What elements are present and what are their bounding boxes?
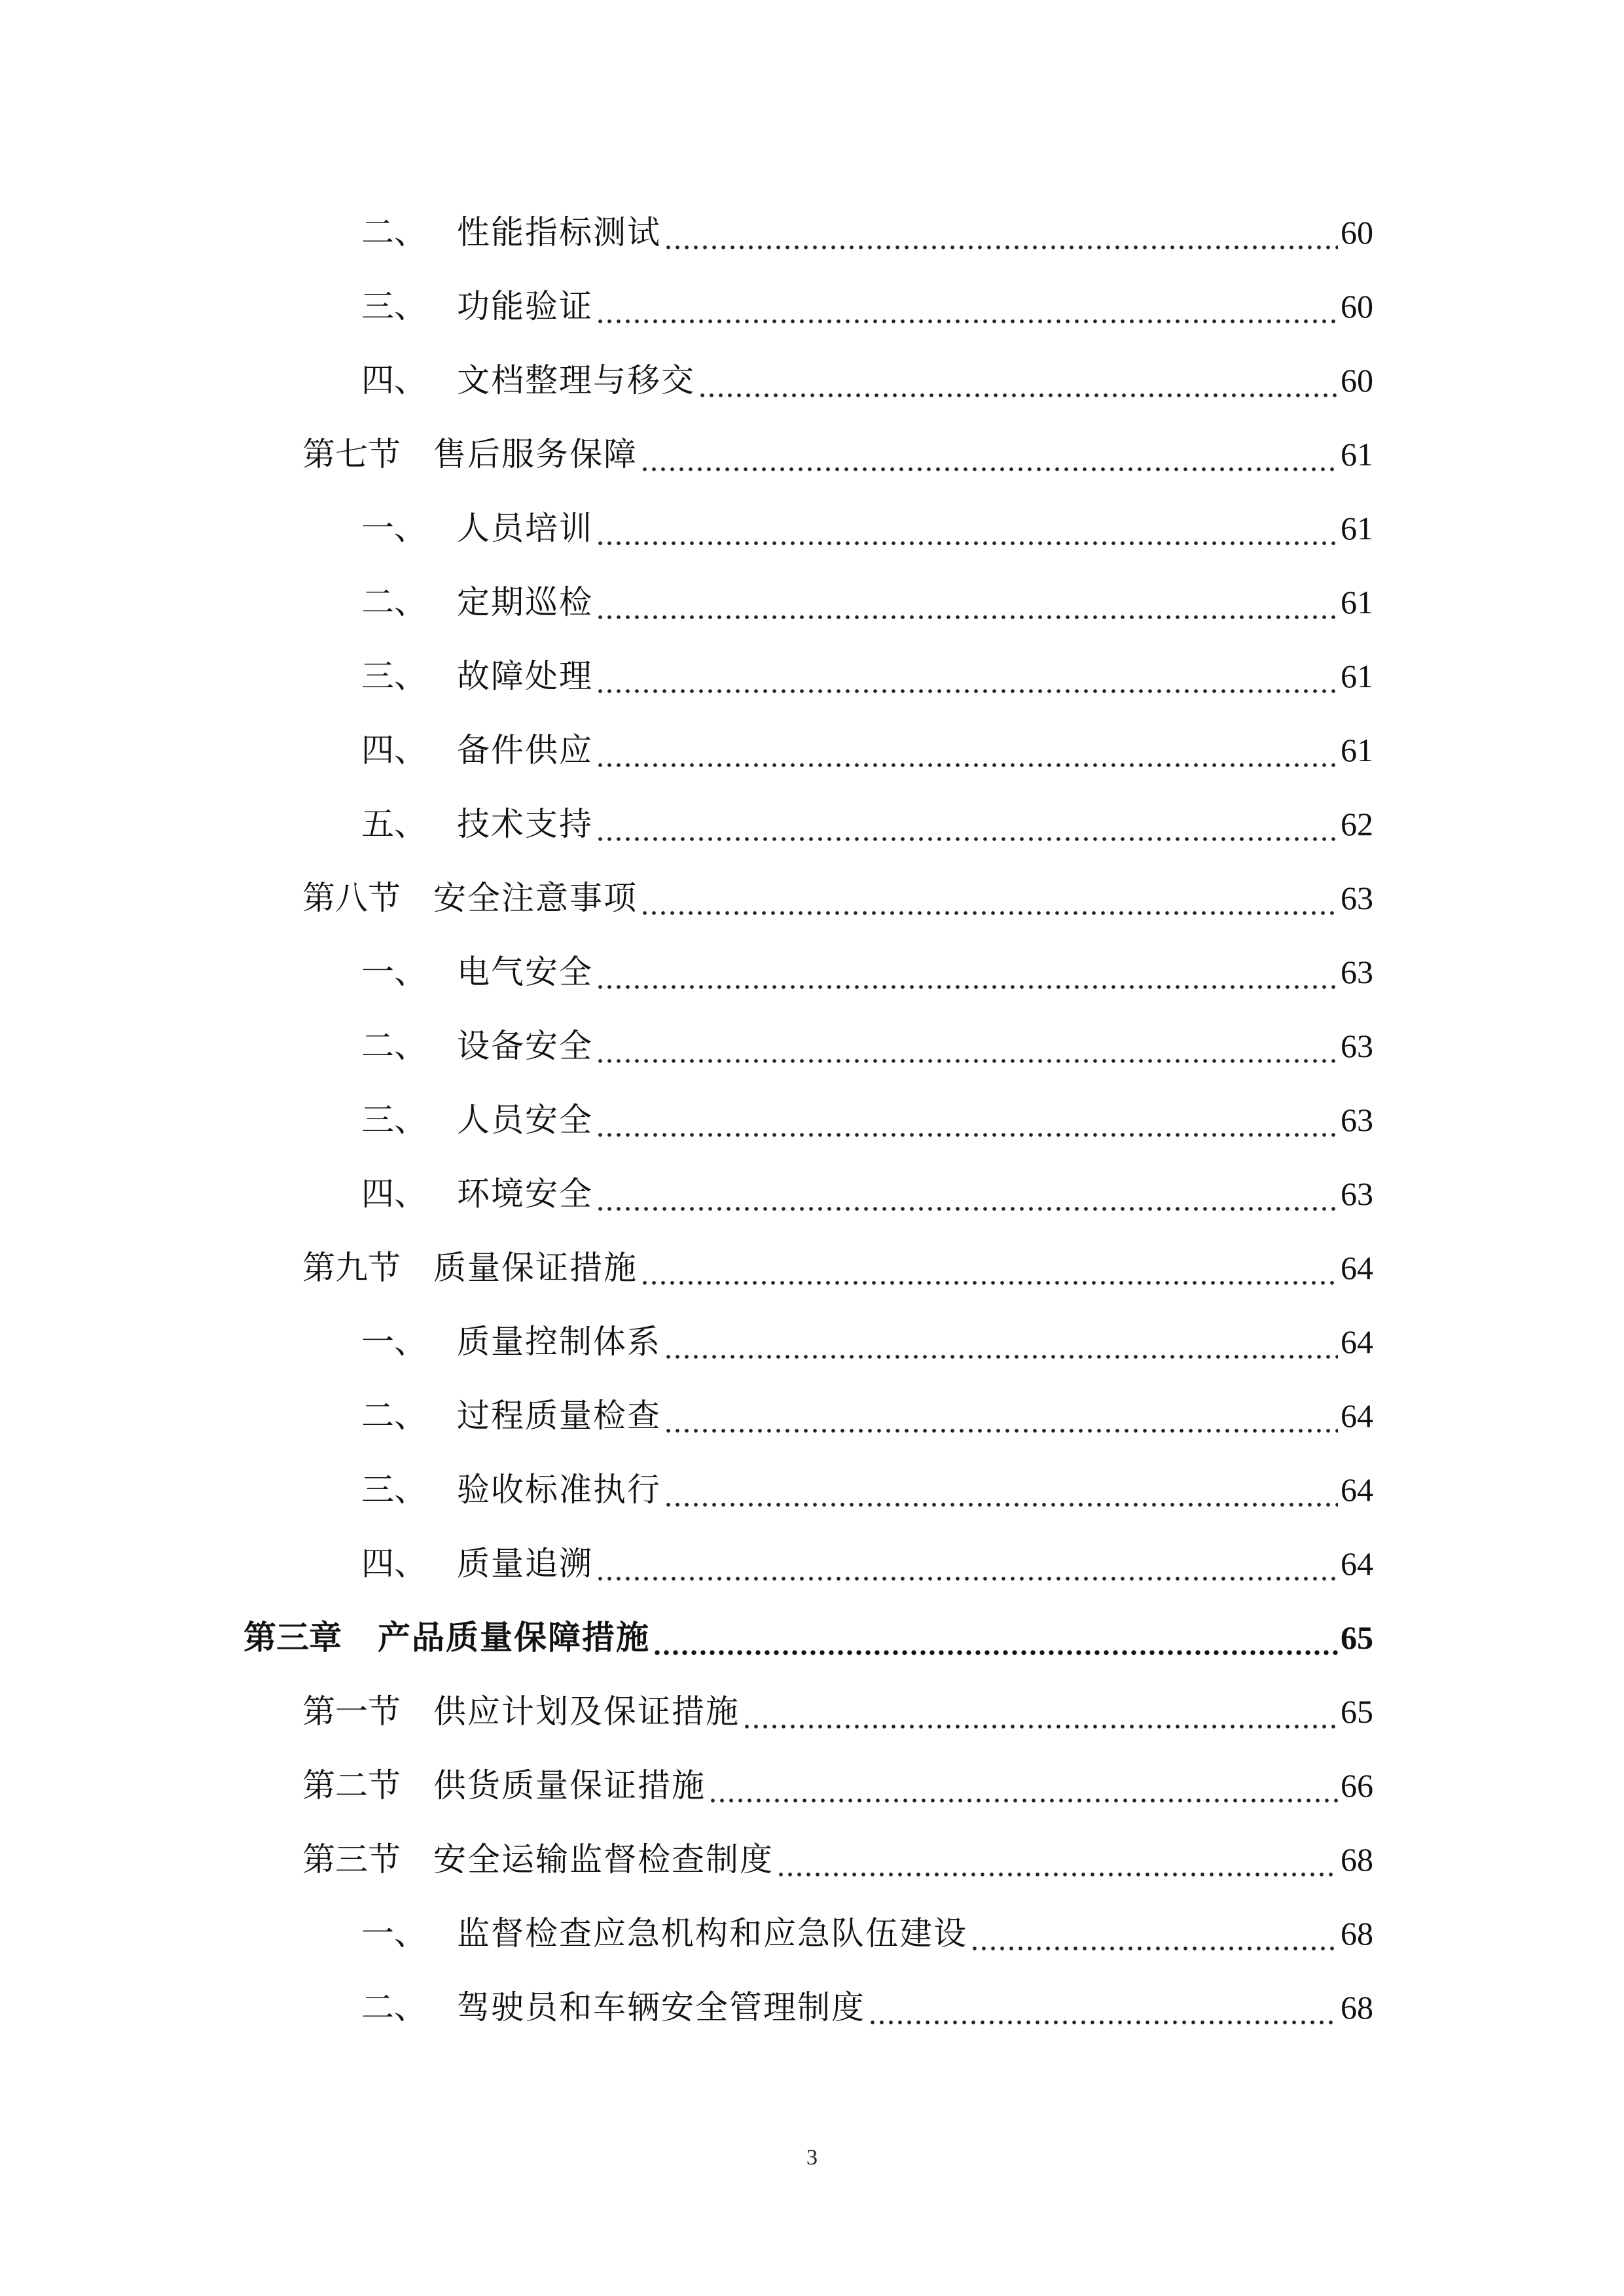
dot-leader (698, 361, 1338, 400)
dot-leader (742, 1692, 1338, 1731)
toc-entry-page: 60 (1341, 288, 1373, 325)
toc-entry[interactable] (302, 1820, 1373, 1879)
toc-entry[interactable] (361, 1376, 1373, 1435)
toc-entry-title: 产品质量保障措施 (378, 1618, 650, 1657)
toc-entry[interactable] (361, 711, 1373, 770)
toc-entry-page: 64 (1341, 1323, 1373, 1360)
toc-entry-number: 四、 (361, 1175, 427, 1213)
dot-leader (596, 952, 1338, 992)
toc-entry-number: 第三章 (244, 1618, 342, 1657)
dot-leader (970, 1914, 1338, 1953)
toc-entry-number: 二、 (361, 1988, 427, 2026)
toc-entry-title: 定期巡检 (457, 583, 593, 621)
toc-entry-page: 63 (1341, 954, 1373, 990)
dot-leader (708, 1766, 1338, 1805)
toc-entry-number: 二、 (361, 1397, 427, 1435)
toc-entry-title: 安全运输监督检查制度 (433, 1840, 774, 1878)
toc-entry-title: 质量控制体系 (457, 1323, 661, 1361)
toc-entry-page: 64 (1341, 1545, 1373, 1582)
toc-entry-page: 63 (1341, 1028, 1373, 1064)
toc-entry-title: 质量保证措施 (433, 1249, 638, 1287)
toc-entry-number: 三、 (361, 1101, 427, 1139)
toc-entry-title: 监督检查应急机构和应急队伍建设 (457, 1914, 967, 1952)
toc-entry[interactable] (361, 637, 1373, 696)
toc-entry[interactable] (361, 1081, 1373, 1139)
toc-entry-number: 一、 (361, 1323, 427, 1361)
toc-entry-number: 四、 (361, 1545, 427, 1583)
toc-entry-number: 第八节 (302, 879, 401, 917)
toc-entry[interactable] (361, 1524, 1373, 1583)
toc-entry-number: 第一节 (302, 1693, 401, 1731)
toc-entry-page: 63 (1341, 1175, 1373, 1212)
toc-entry[interactable] (361, 1894, 1373, 1953)
dot-leader (596, 1026, 1338, 1066)
toc-entry[interactable] (361, 1450, 1373, 1509)
dot-leader (596, 287, 1338, 326)
toc-entry-title: 安全注意事项 (433, 879, 638, 917)
toc-entry-page: 68 (1341, 1915, 1373, 1952)
toc-entry[interactable] (302, 1229, 1373, 1287)
toc-entry[interactable] (302, 859, 1373, 918)
dot-leader (664, 213, 1338, 252)
toc-entry-page: 63 (1341, 1102, 1373, 1138)
toc-entry-title: 售后服务保障 (433, 435, 638, 473)
toc-entry-page: 60 (1341, 362, 1373, 399)
dot-leader (596, 509, 1338, 548)
dot-leader (640, 878, 1338, 918)
toc-entry-number: 第九节 (302, 1249, 401, 1287)
toc-entry-page: 61 (1341, 658, 1373, 694)
toc-entry-title: 质量追溯 (457, 1545, 593, 1583)
toc-entry-page: 60 (1341, 214, 1373, 251)
toc-entry-title: 设备安全 (457, 1027, 593, 1065)
toc-entry-number: 二、 (361, 583, 427, 621)
toc-entry[interactable] (244, 1598, 1373, 1657)
toc-entry-title: 驾驶员和车辆安全管理制度 (457, 1988, 865, 2026)
toc-entry-title: 功能验证 (457, 287, 593, 325)
dot-leader (664, 1322, 1338, 1361)
toc-entry-title: 供应计划及保证措施 (433, 1693, 740, 1731)
toc-entry-number: 第七节 (302, 435, 401, 473)
toc-entry-number: 三、 (361, 287, 427, 325)
page-number: 3 (806, 2145, 818, 2170)
toc-entry[interactable] (361, 933, 1373, 992)
dot-leader (596, 1174, 1338, 1213)
dot-leader (596, 730, 1338, 770)
toc-entry[interactable] (302, 1746, 1373, 1805)
toc-entry-title: 环境安全 (457, 1175, 593, 1213)
toc-entry-page: 68 (1341, 1989, 1373, 2026)
toc-entry-title: 供货质量保证措施 (433, 1767, 706, 1804)
toc-entry-number: 第二节 (302, 1767, 401, 1804)
toc-entry-page: 64 (1341, 1397, 1373, 1434)
dot-leader (596, 1544, 1338, 1583)
toc-entry-page: 68 (1341, 1841, 1373, 1878)
toc-entry-page: 61 (1341, 584, 1373, 620)
toc-entry-page: 61 (1341, 510, 1373, 547)
toc-entry[interactable] (361, 1007, 1373, 1066)
toc-entry[interactable] (302, 415, 1373, 474)
toc-entry[interactable] (361, 267, 1373, 326)
toc-entry-number: 二、 (361, 213, 427, 251)
toc-entry-title: 文档整理与移交 (457, 361, 695, 399)
toc-entry-page: 65 (1341, 1693, 1373, 1730)
toc-entry-title: 性能指标测试 (457, 213, 661, 251)
toc-entry-title: 电气安全 (457, 953, 593, 991)
toc-entry-page: 65 (1341, 1619, 1373, 1656)
dot-leader (596, 804, 1338, 844)
toc-entry-title: 备件供应 (457, 731, 593, 769)
toc-entry-page: 61 (1341, 436, 1373, 473)
toc-entry-page: 62 (1341, 806, 1373, 842)
toc-entry-number: 三、 (361, 657, 427, 695)
toc-entry-title: 验收标准执行 (457, 1471, 661, 1509)
dot-leader (653, 1618, 1338, 1657)
dot-leader (664, 1470, 1338, 1509)
dot-leader (664, 1396, 1338, 1435)
toc-entry-page: 63 (1341, 880, 1373, 916)
toc-entry-number: 五、 (361, 805, 427, 843)
toc-entry[interactable] (361, 1155, 1373, 1213)
dot-leader (596, 583, 1338, 622)
dot-leader (640, 435, 1338, 474)
dot-leader (868, 1988, 1338, 2027)
toc-entry-title: 人员培训 (457, 509, 593, 547)
dot-leader (596, 1100, 1338, 1139)
toc-entry[interactable] (361, 489, 1373, 548)
toc-entry[interactable] (302, 1672, 1373, 1731)
toc-entry[interactable] (361, 341, 1373, 400)
toc-entry[interactable] (361, 193, 1373, 252)
toc-entry-page: 61 (1341, 732, 1373, 768)
toc-entry-number: 第三节 (302, 1840, 401, 1878)
toc-entry-title: 人员安全 (457, 1101, 593, 1139)
toc-entry-title: 过程质量检查 (457, 1397, 661, 1435)
toc-entry-number: 四、 (361, 731, 427, 769)
toc-entry[interactable] (361, 563, 1373, 622)
toc-entry-page: 64 (1341, 1249, 1373, 1286)
toc-entry-title: 故障处理 (457, 657, 593, 695)
toc-entry-number: 一、 (361, 1914, 427, 1952)
toc-entry-page: 64 (1341, 1471, 1373, 1508)
toc-entry-number: 二、 (361, 1027, 427, 1065)
toc-entry[interactable] (361, 1302, 1373, 1361)
toc-entry[interactable] (361, 785, 1373, 844)
toc-entry-number: 四、 (361, 361, 427, 399)
toc-entry-number: 三、 (361, 1471, 427, 1509)
dot-leader (776, 1840, 1338, 1879)
toc-entry-number: 一、 (361, 509, 427, 547)
toc-entry-page: 66 (1341, 1767, 1373, 1804)
toc-entry-title: 技术支持 (457, 805, 593, 843)
dot-leader (640, 1248, 1338, 1287)
toc-entry-number: 一、 (361, 953, 427, 991)
toc-entry[interactable] (361, 1968, 1373, 2027)
dot-leader (596, 656, 1338, 696)
